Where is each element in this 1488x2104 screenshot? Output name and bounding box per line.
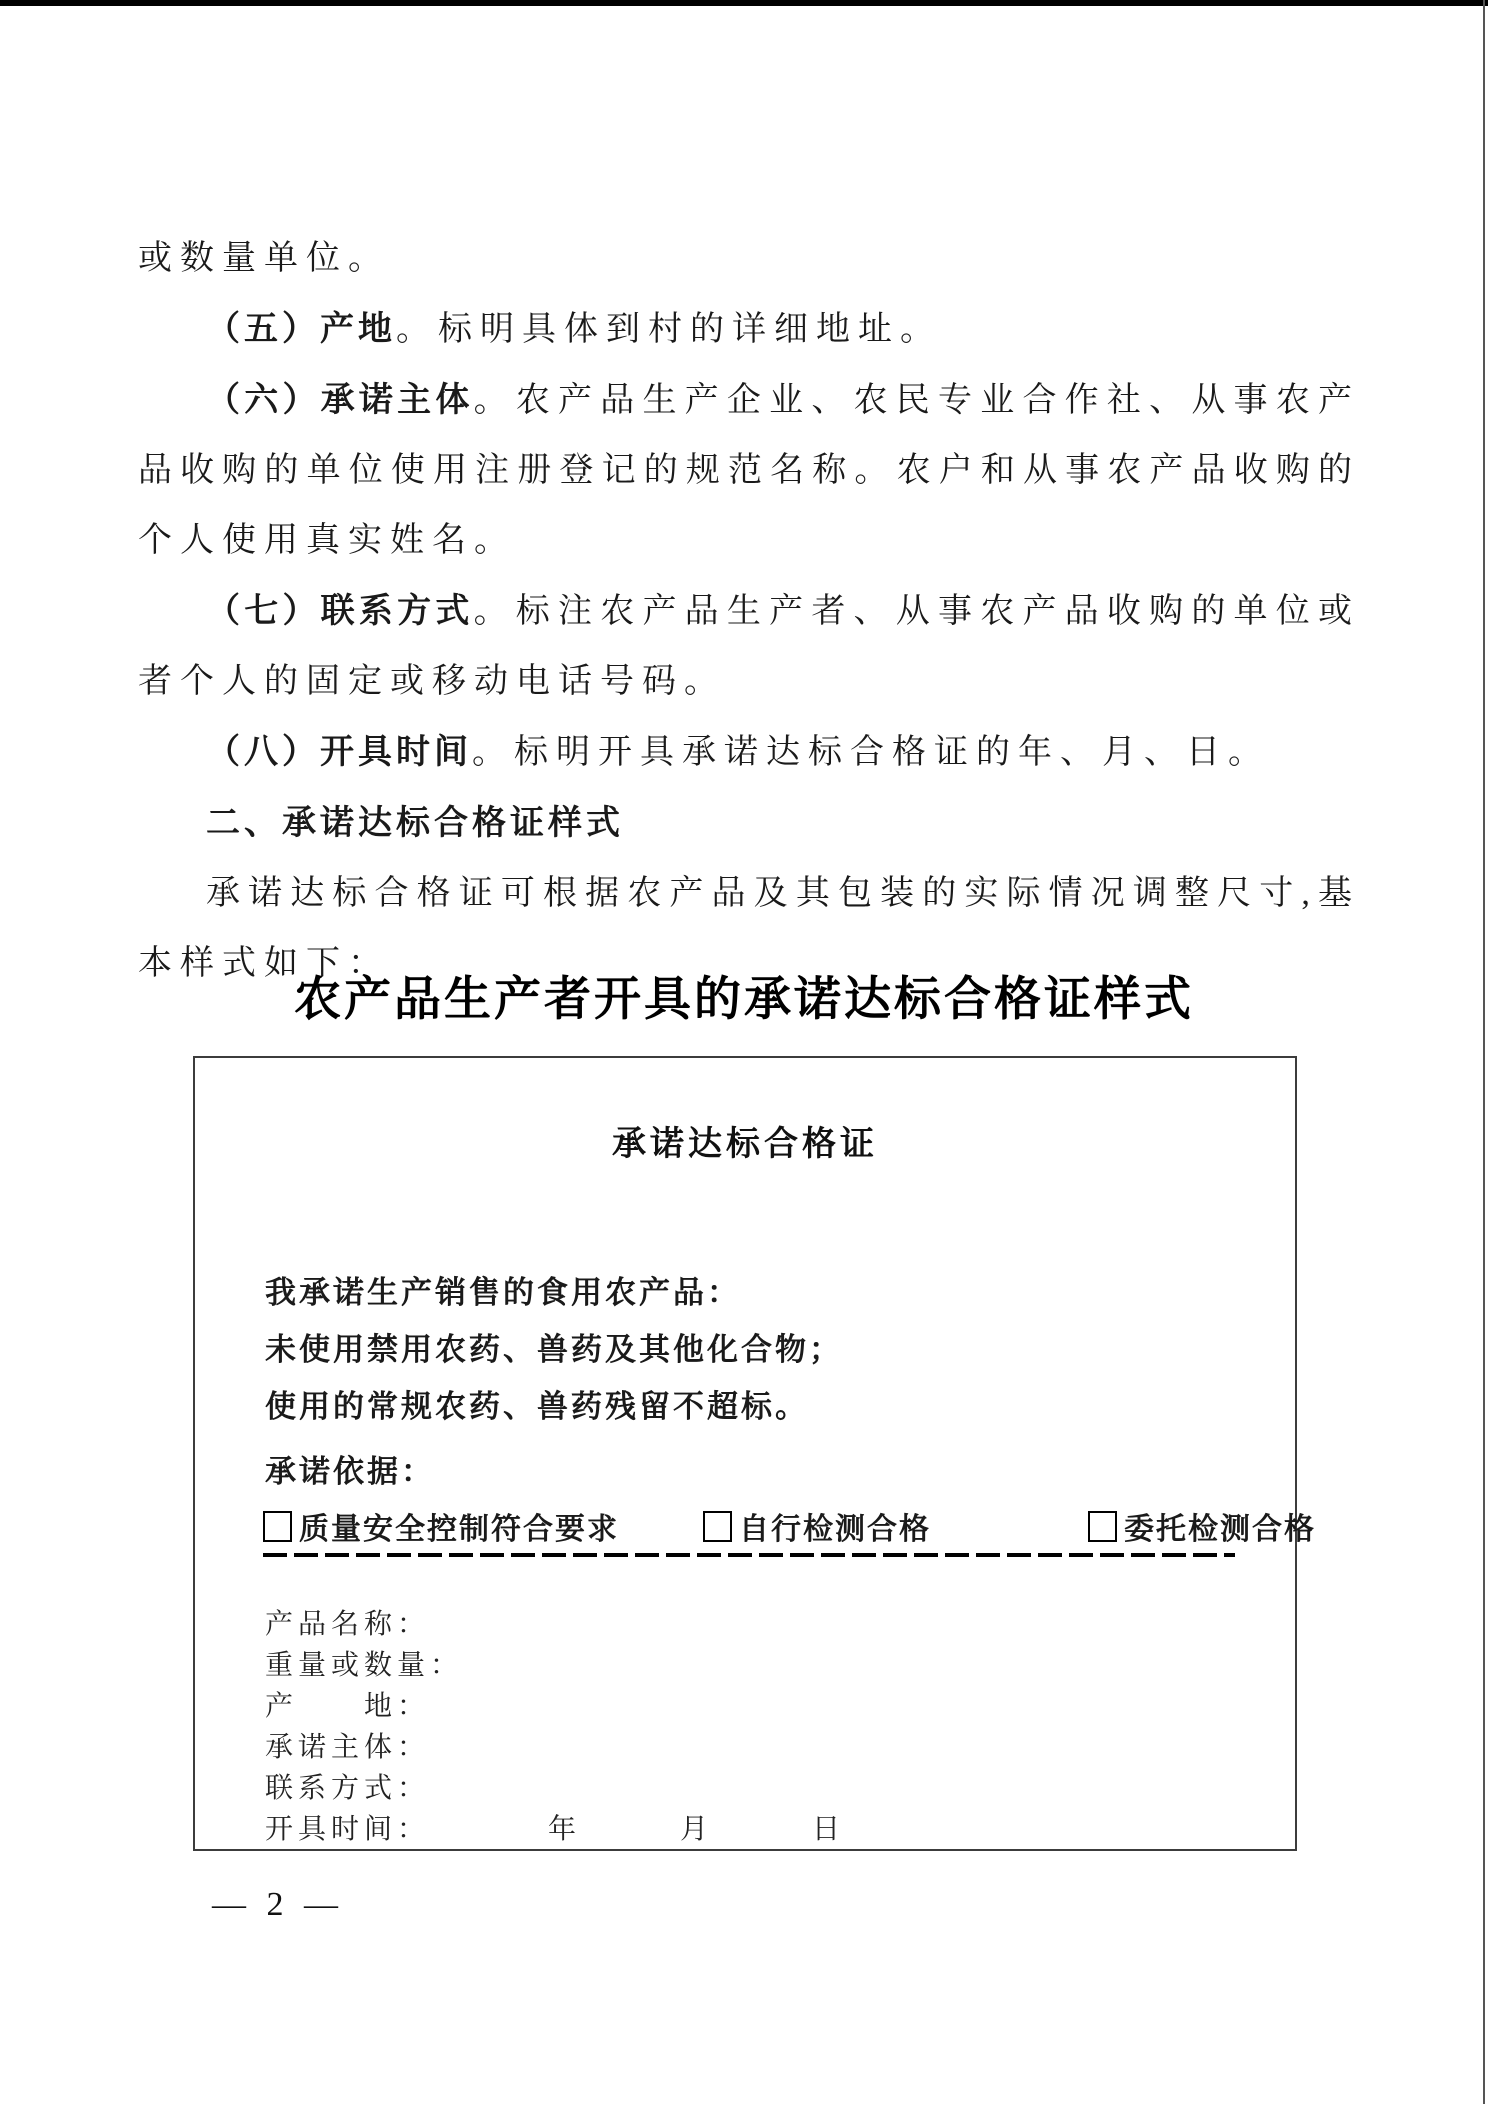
paragraph-text: 。标明具体到村的详细地址。 <box>396 311 942 348</box>
basis-option-label: 委托检测合格 <box>1124 1513 1316 1546</box>
paragraph-text: 承诺达标合格证可根据农产品及其包装的实际情况调整尺寸,基本样式如下： <box>138 875 1360 982</box>
section-heading-2 <box>138 788 1360 859</box>
checkbox-icon <box>1088 1511 1117 1542</box>
basis-option-self-test <box>703 1504 931 1548</box>
basis-option-quality-control <box>263 1504 619 1548</box>
promise-section <box>265 1264 843 1435</box>
field-promise-subject: 承诺主体： <box>265 1732 431 1763</box>
scan-edge-top <box>0 0 1488 6</box>
dashed-separator <box>263 1553 1235 1557</box>
paragraph-item-6 <box>138 365 1360 576</box>
paragraph-lead: （七）联系方式 <box>206 592 474 630</box>
field-issue-date: 开具时间： 年 月 日 <box>265 1814 846 1845</box>
paragraph-lead: （六）承诺主体 <box>206 381 474 419</box>
field-product-name: 产品名称： <box>265 1609 431 1640</box>
paragraph-lead: （五）产地 <box>206 310 396 348</box>
field-origin: 产 地： <box>265 1691 431 1722</box>
paragraph-item-5 <box>138 294 1360 365</box>
paragraph-text: 或数量单位。 <box>138 240 390 277</box>
section-heading-text: 二、承诺达标合格证样式 <box>206 804 624 842</box>
paragraph-text: 。标注农产品生产者、从事农产品收购的单位或者个人的固定或移动电话号码。 <box>138 593 1361 700</box>
paragraph-lead: （八）开具时间 <box>206 733 472 771</box>
promise-heading: 我承诺生产销售的食用农产品： <box>265 1275 741 1310</box>
paragraph-item-7 <box>138 576 1360 717</box>
body-text <box>138 224 1360 999</box>
field-contact: 联系方式： <box>265 1773 431 1804</box>
field-weight-quantity: 重量或数量： <box>265 1650 464 1681</box>
certificate-fields <box>265 1604 845 1850</box>
paragraph-text: 。农产品生产企业、农民专业合作社、从事农产品收购的单位使用注册登记的规范名称。农户和从事农产品收购的个人使用真实姓名。 <box>138 382 1361 559</box>
sample-title: 农产品生产者开具的承诺达标合格证样式 <box>294 974 1194 1026</box>
paragraph-item-8 <box>138 717 1360 788</box>
basis-heading: 承诺依据： <box>265 1454 435 1489</box>
certificate-box <box>193 1056 1316 1851</box>
basis-option-label: 质量安全控制符合要求 <box>299 1513 619 1546</box>
promise-line: 未使用禁用农药、兽药及其他化合物； <box>265 1332 843 1367</box>
paragraph-text: 。标明开具承诺达标合格证的年、月、日。 <box>472 734 1270 771</box>
certificate-title: 承诺达标合格证 <box>612 1125 878 1163</box>
basis-option-entrusted-test <box>1088 1504 1316 1548</box>
promise-line: 使用的常规农药、兽药残留不超标。 <box>265 1389 809 1424</box>
scan-edge-right <box>1483 0 1485 2104</box>
page-number: — 2 — <box>212 1886 344 1923</box>
paragraph-continuation <box>138 224 1360 294</box>
checkbox-icon <box>703 1511 732 1542</box>
basis-option-label: 自行检测合格 <box>739 1513 931 1546</box>
checkbox-icon <box>263 1511 292 1542</box>
